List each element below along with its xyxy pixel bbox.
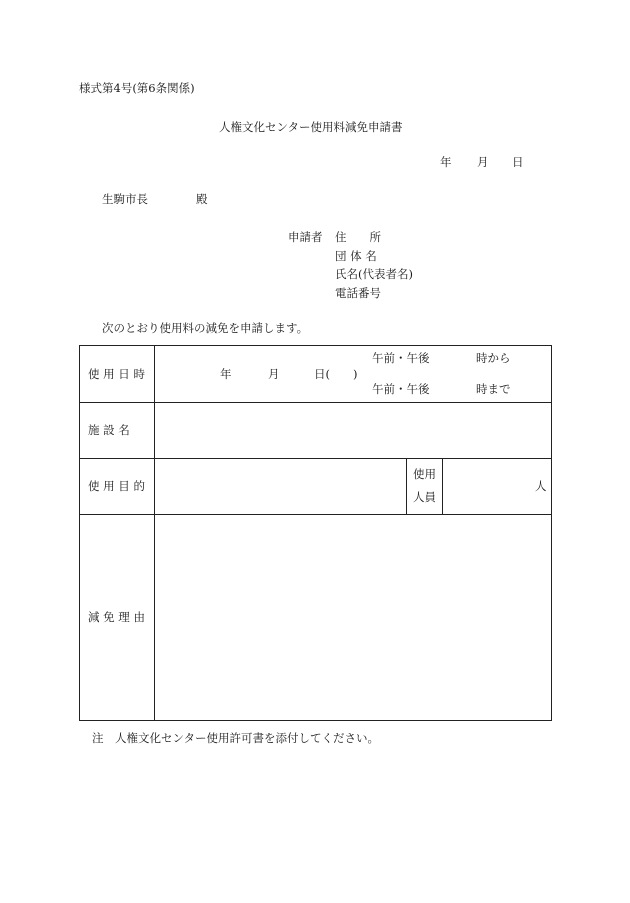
start-time-label: 時から	[476, 351, 511, 365]
end-ampm-option[interactable]: 午前・午後	[372, 382, 430, 396]
purpose-input[interactable]	[160, 464, 400, 508]
reason-label: 減 免 理 由	[88, 610, 145, 624]
applicant-organization-label: 団 体 名	[335, 249, 377, 263]
intro-text: 次のとおり使用料の減免を申請します。	[102, 321, 309, 335]
datetime-month-field[interactable]: 月	[268, 367, 280, 381]
users-label-top: 使用	[413, 467, 436, 481]
page-title: 人権文化センター使用料減免申請書	[219, 120, 403, 134]
reason-input[interactable]	[160, 520, 546, 714]
users-cell-divider-left	[406, 458, 407, 515]
start-ampm-option[interactable]: 午前・午後	[372, 351, 430, 365]
end-time-label: 時まで	[476, 382, 511, 396]
form-number: 様式第4号(第6条関係)	[79, 81, 195, 95]
applicant-address-label: 住 所	[335, 230, 381, 244]
application-form-table	[79, 345, 552, 721]
row-divider-1	[80, 402, 551, 403]
applicant-label: 申請者	[288, 230, 323, 244]
facility-label: 施 設 名	[88, 423, 130, 437]
addressee-name: 生駒市長	[102, 192, 148, 206]
users-count-input[interactable]	[448, 464, 528, 508]
applicant-name-label: 氏名(代表者名)	[335, 267, 413, 281]
datetime-label: 使 用 日 時	[88, 367, 145, 381]
purpose-label: 使 用 目 的	[88, 479, 145, 493]
users-unit: 人	[535, 479, 547, 493]
row-divider-2	[80, 458, 551, 459]
date-month-label: 月	[477, 155, 489, 169]
row-divider-3	[80, 514, 551, 515]
attachment-note: 注 人権文化センター使用許可書を添付してください。	[92, 731, 380, 745]
facility-input[interactable]	[160, 408, 546, 452]
users-cell-divider-right	[442, 458, 443, 515]
date-day-label: 日	[512, 155, 524, 169]
date-year-label: 年	[440, 155, 452, 169]
datetime-day-field[interactable]: 日( )	[314, 367, 358, 381]
users-label-bottom: 人員	[413, 490, 436, 504]
addressee-honorific: 殿	[196, 192, 208, 206]
datetime-year-field[interactable]: 年	[220, 367, 232, 381]
applicant-phone-label: 電話番号	[335, 286, 381, 300]
